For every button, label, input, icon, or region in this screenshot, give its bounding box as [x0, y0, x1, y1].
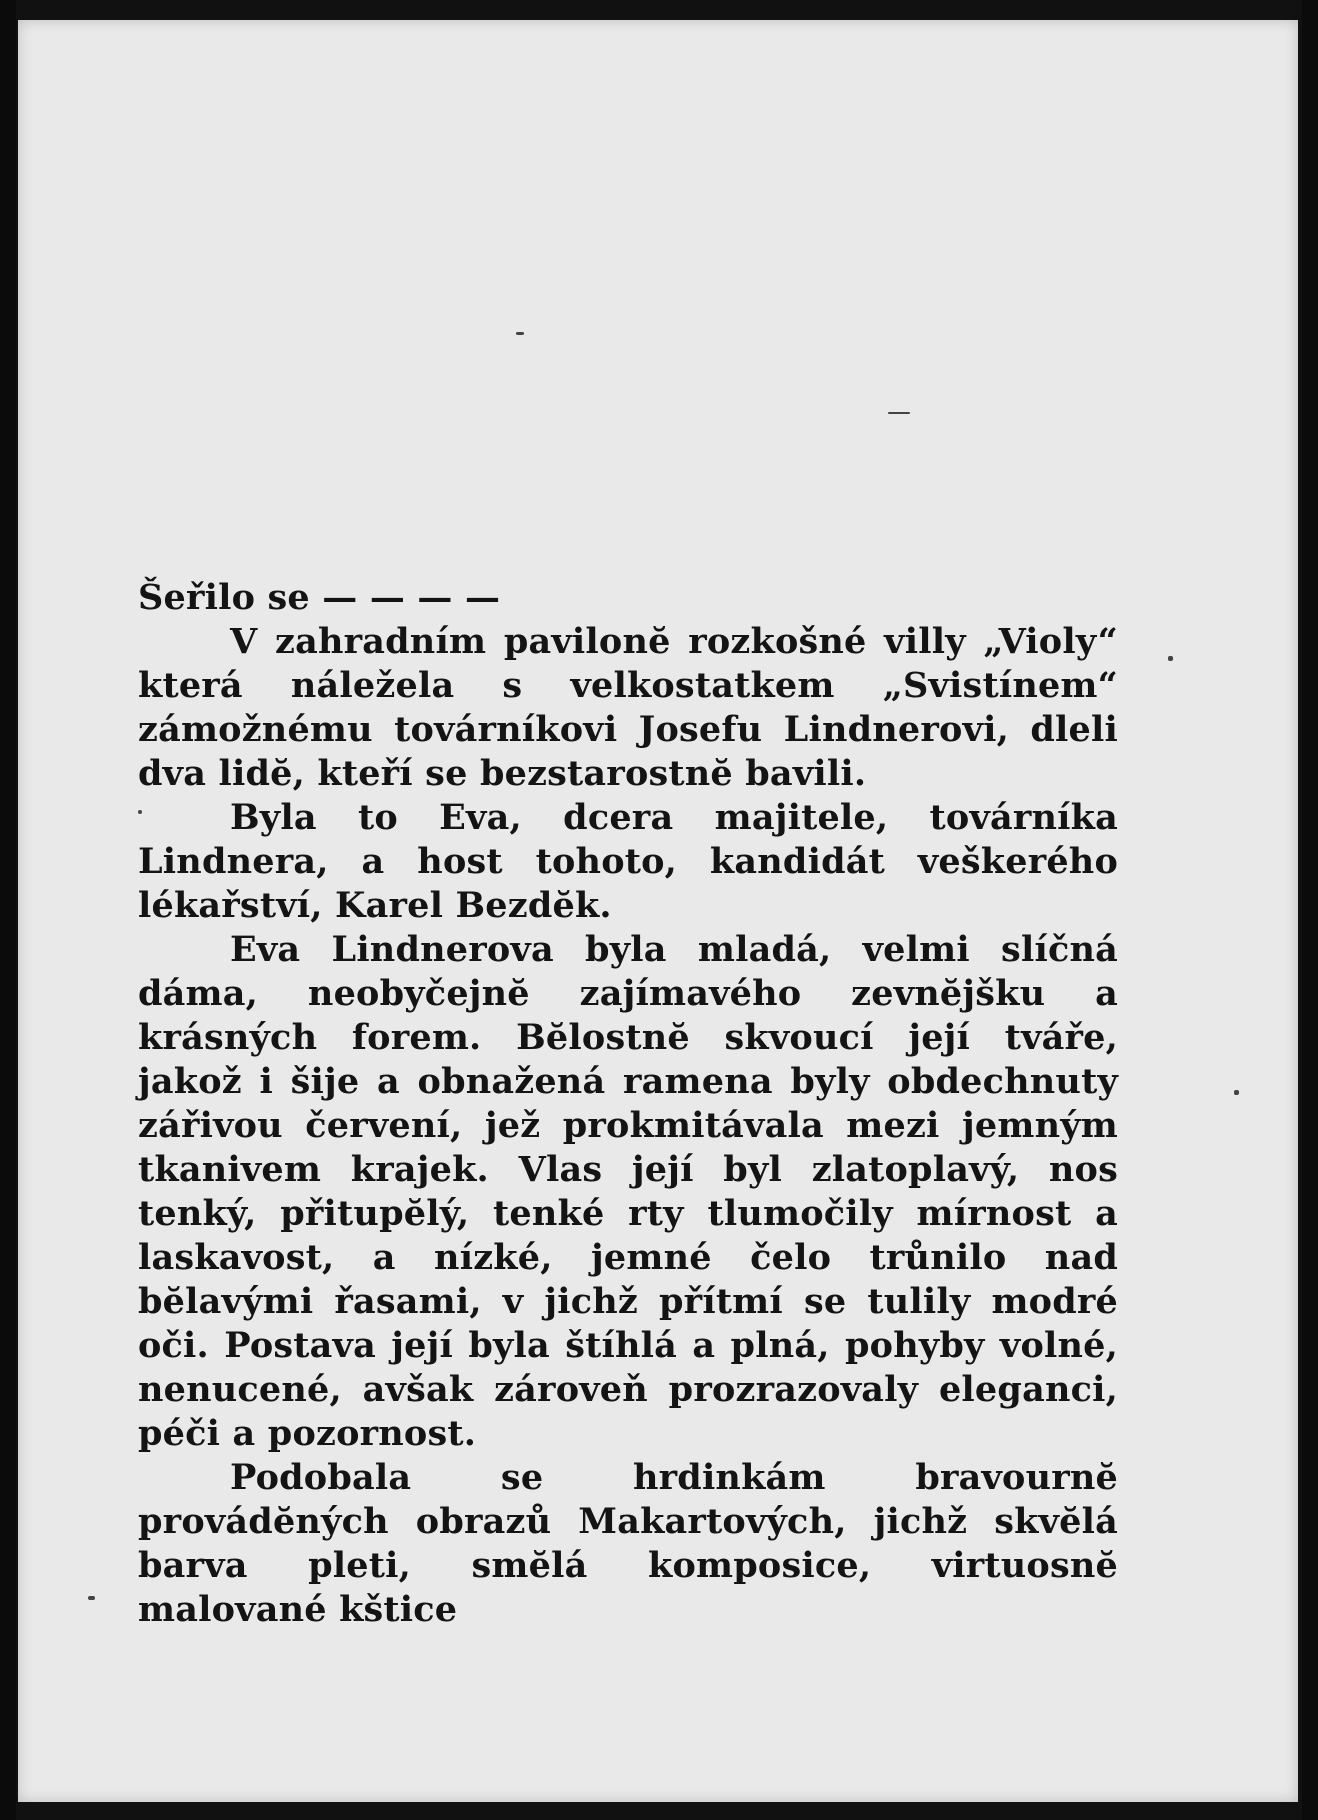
ink-speck	[888, 412, 910, 414]
ink-speck	[516, 332, 524, 335]
paragraph: Eva Lindnerova byla mladá, velmi slíčná dáma, neobyčejnĕ zajímavého zevnĕjšku a krásných forem. Bĕlostnĕ skvoucí její tváře, jakož i šije a obnažená ramena byly obdechnuty zářivou červení, jež prokmitávala mezi jemným tkanivem krajek. Vlas její byl zlatoplavý, nos tenký, přitupĕlý, tenké rty tlumočily mírnost a laskavost, a nízké, jemné čelo trůnilo nad bĕlavými řasami, v jichž přítmí se tulily modré oči. Postava její byla štíhlá a plná, pohyby volné, nenucené, avšak zároveň prozrazovaly eleganci, péči a pozornost.	[138, 929, 1118, 1454]
section-heading: Šeřilo se — — — —	[138, 577, 501, 618]
scan-border-left	[0, 0, 16, 1820]
scan-border-right	[1302, 0, 1318, 1820]
paragraph: V zahradním pavilonĕ rozkošné villy „Violy“ která náležela s velkostatkem „Svistínem“ zámožnému továrníkovi Josefu Lindnerovi, dleli dva lidĕ, kteří se bezstarostnĕ bavili.	[138, 621, 1118, 794]
paragraph: Byla to Eva, dcera majitele, továrníka Lindnera, a host tohoto, kandidát veškerého lékařství, Karel Bezdĕk.	[138, 797, 1118, 926]
paragraph: Podobala se hrdinkám bravournĕ provádĕných obrazů Makartových, jichž skvĕlá barva pleti, smĕlá komposice, virtuosnĕ malované kštice	[138, 1457, 1118, 1630]
ink-speck	[88, 1596, 95, 1600]
ink-speck	[1234, 1090, 1239, 1095]
ink-speck	[1168, 656, 1173, 661]
page-text	[138, 576, 1118, 1632]
